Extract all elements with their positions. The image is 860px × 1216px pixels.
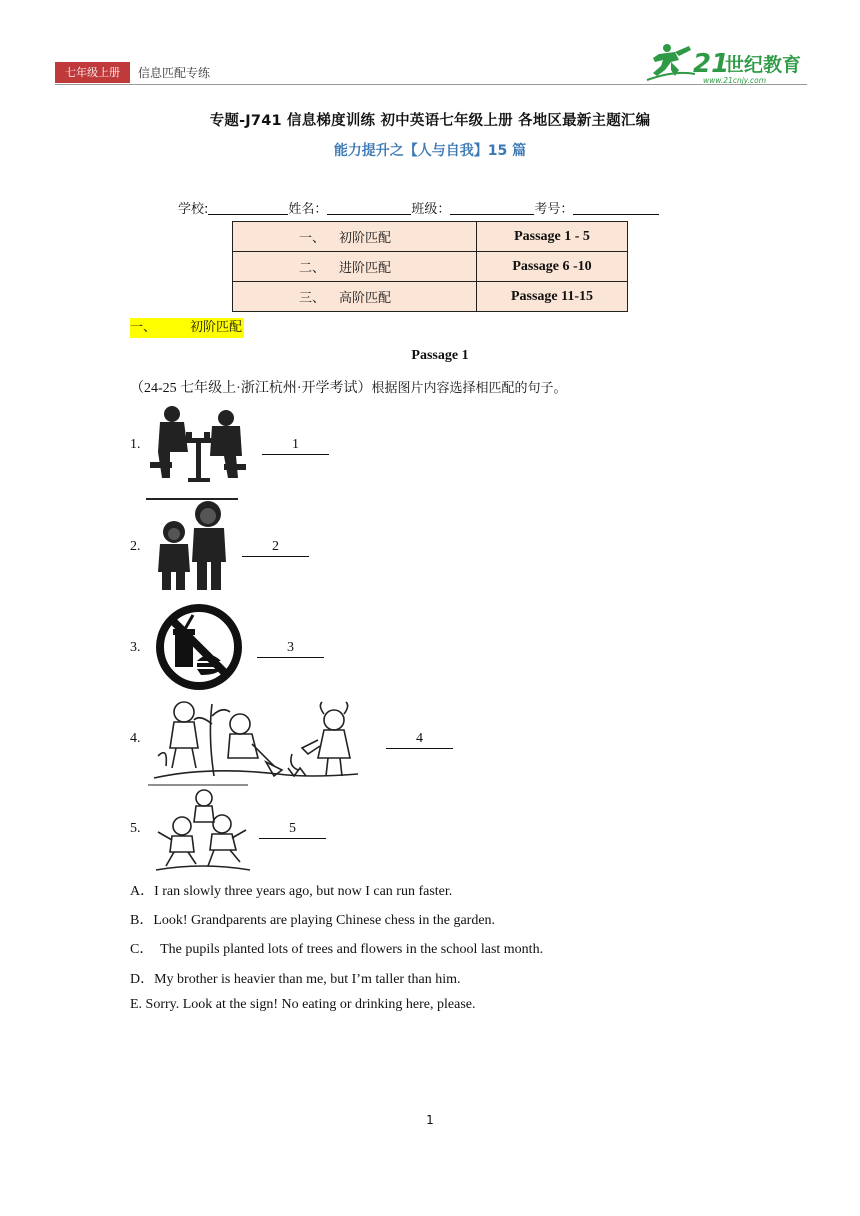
exam-number-field[interactable]	[573, 200, 659, 215]
option-c: C． The pupils planted lots of trees and flowers in the school last month.	[130, 942, 544, 957]
answer-blank[interactable]: 1	[262, 437, 329, 455]
contents-range: Passage 11-15	[477, 282, 628, 312]
class-field[interactable]	[450, 200, 534, 215]
brand-logo	[645, 40, 810, 86]
contents-number: 一、	[299, 231, 326, 246]
answer-blank[interactable]: 5	[259, 821, 326, 839]
contents-level: 进阶匹配	[339, 261, 392, 276]
instruction-source: （24-25 七年级上·浙江杭州·开学考试）	[130, 381, 372, 396]
option-a: A．I ran slowly three years ago, but now I can run faster.	[130, 884, 453, 899]
contents-row	[233, 282, 628, 312]
contents-range: Passage 6 -10	[477, 252, 628, 282]
option-e: E. Sorry. Look at the sign! No eating or drinking here, please.	[130, 997, 476, 1012]
answer-blank[interactable]: 4	[386, 731, 453, 749]
section-heading	[130, 318, 244, 338]
option-d: D．My brother is heavier than me, but I’m taller than him.	[130, 972, 461, 987]
section-number: 一、	[130, 320, 157, 335]
page-number: 1	[426, 1113, 434, 1127]
school-label: 学校:	[178, 202, 209, 217]
question-number: 5.	[130, 821, 141, 836]
contents-row	[233, 252, 628, 282]
two-boys-picture	[146, 498, 238, 599]
svg-text:世纪教育: 世纪教育	[725, 54, 802, 76]
svg-text:21: 21	[693, 49, 730, 79]
school-field[interactable]	[208, 200, 288, 215]
passage-title: Passage 1	[411, 348, 469, 363]
svg-text:www.21cnjy.com: www.21cnjy.com	[703, 76, 767, 85]
contents-number: 二、	[299, 261, 326, 276]
grade-badge: 七年级上册	[55, 62, 130, 83]
section-title: 初阶匹配	[190, 320, 243, 335]
document-subtitle: 能力提升之【人与自我】15 篇	[333, 143, 527, 159]
question-number: 1.	[130, 437, 141, 452]
children-planting-picture	[148, 696, 368, 791]
answer-blank[interactable]: 3	[257, 640, 324, 658]
series-label: 信息匹配专练	[138, 66, 211, 80]
exam-number-label: 考号：	[534, 202, 574, 217]
option-b: B．Look! Grandparents are playing Chinese chess in the garden.	[130, 913, 496, 928]
no-food-drink-sign-icon	[155, 603, 243, 696]
question-number: 4.	[130, 731, 141, 746]
name-field[interactable]	[327, 200, 411, 215]
instruction	[130, 377, 567, 397]
chess-players-picture	[150, 404, 246, 491]
contents-level: 初阶匹配	[339, 231, 392, 246]
contents-table	[232, 221, 628, 312]
instruction-text: 根据图片内容选择相匹配的句子。	[371, 381, 567, 396]
children-running-picture	[152, 786, 252, 877]
contents-range: Passage 1 - 5	[477, 222, 628, 252]
contents-number: 三、	[299, 291, 326, 306]
document-title: 专题-J741 信息梯度训练 初中英语七年级上册 各地区最新主题汇编	[209, 113, 651, 129]
answer-blank[interactable]: 2	[242, 539, 309, 557]
question-number: 3.	[130, 640, 141, 655]
student-info-line	[178, 198, 659, 218]
class-label: 班级：	[411, 202, 451, 217]
contents-level: 高阶匹配	[339, 291, 392, 306]
contents-row	[233, 222, 628, 252]
name-label: 姓名：	[288, 202, 328, 217]
question-number: 2.	[130, 539, 141, 554]
